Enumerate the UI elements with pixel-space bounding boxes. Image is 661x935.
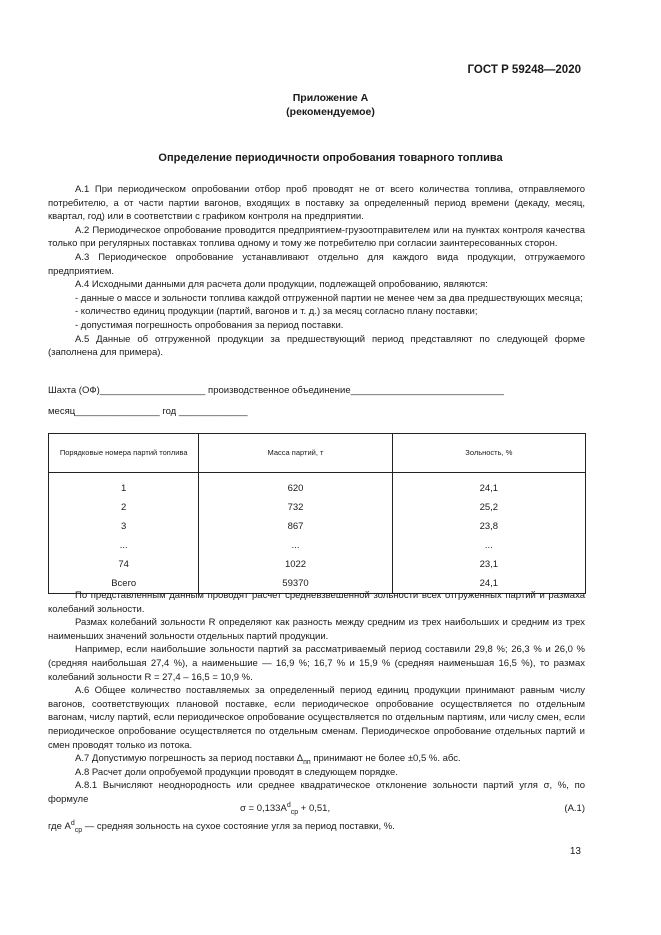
paragraph: Размах колебаний зольности R определяют как разность между средним из трех наибольших и средним из трех наименьших значений зольности отдельных партий продукции. xyxy=(48,617,585,642)
table-cell: ... xyxy=(199,536,392,555)
formula-left: σ = 0,133A xyxy=(240,803,287,814)
paragraph: А.5 Данные об отгруженной продукции за предшествующий период представляют по следующей форме (заполнена для примера). xyxy=(48,333,585,359)
a7-subscript: пп xyxy=(303,759,311,767)
formula-superscript: d xyxy=(286,801,291,809)
paragraph: А.1 При периодическом опробовании отбор проб проводят не от всего количества топлива, отправляемого потребителю, а от части партии вагонов, входящих в поставку за определенный период времени (декаду, месяц, квартал, год) или в соответствии с графиком контроля на предприятии. xyxy=(48,184,585,223)
table-cell: 732 xyxy=(199,498,392,517)
table-cell: 3 xyxy=(49,517,199,536)
table-cell: 23,1 xyxy=(392,555,585,574)
where-text-end: — средняя зольность на сухое состояние угля за период поставки, %. xyxy=(82,821,395,832)
table-row xyxy=(49,555,586,574)
a7-text-end: принимают не более ±0,5 %. абс. xyxy=(310,753,461,765)
where-text: где A xyxy=(48,821,71,832)
appendix-title: Приложение А xyxy=(292,92,369,104)
table-cell: 1 xyxy=(49,473,199,499)
where-subscript: ср xyxy=(74,826,83,834)
column-header: Зольность, % xyxy=(392,434,585,473)
formula-right: + 0,51, xyxy=(298,803,331,814)
paragraph: А.6 Общее количество поставляемых за определенный период единиц продукции принимают равным числу вагонов, соответствующих плановой поставке, если периодическое опробование осуществляется по отдельным вагонам, числу партий, если периодическое опробование осуществляется по отдельным партиям, или числу смен, если периодическое опробование осуществляется по отдельным сменам. Периодическое опробование отдельных партий и смен проводят только из потока. xyxy=(48,685,585,751)
table-row xyxy=(49,536,586,555)
table-cell: 2 xyxy=(49,498,199,517)
paragraph: А.4 Исходными данными для расчета доли продукции, подлежащей опробованию, являются: xyxy=(75,279,488,291)
table-cell: 1022 xyxy=(199,555,392,574)
table-cell: 24,1 xyxy=(392,574,585,594)
table-cell: 620 xyxy=(199,473,392,499)
paragraph: А.8.1 Вычисляют неоднородность или среднее квадратическое отклонение зольности партий угля σ, %, по формуле xyxy=(48,780,585,805)
table-row xyxy=(49,517,586,536)
table-cell: 867 xyxy=(199,517,392,536)
table-cell: 74 xyxy=(49,555,199,574)
list-item: - количество единиц продукции (партий, вагонов и т. д.) за месяц согласно плану поставки; xyxy=(75,306,478,318)
paragraph: А.2 Периодическое опробование проводится предприятием-грузоотправителем или на пунктах контроля качества только при регулярных поставках топлива одному и тому же потребителю при согласии заинтересованных сторон. xyxy=(48,224,585,250)
table-cell: 23,8 xyxy=(392,517,585,536)
table-cell: 59370 xyxy=(199,574,392,594)
table-cell: 25,2 xyxy=(392,498,585,517)
column-header: Порядковые номера партий топлива xyxy=(49,434,199,473)
a7-text: А.7 Допустимую погрешность за период поставки Δ xyxy=(75,753,304,765)
formula-number: (А.1) xyxy=(564,803,585,814)
section-title: Определение периодичности опробования товарного топлива xyxy=(158,152,503,164)
formula-a1 xyxy=(240,803,330,814)
table-cell: Всего xyxy=(49,574,199,594)
appendix-subtitle: (рекомендуемое) xyxy=(286,106,375,118)
page-number: 13 xyxy=(569,846,581,857)
paragraph: Например, если наибольшие зольности партий за рассматриваемый период составили 29,8 %; 26,3 % и 26,0 % (средняя наибольшая 27,4 %), а наименьшие — 16,9 %; 16,7 % и 15,9 % (средняя наименьшая 16,5 %), то размах колебаний зольности R = 27,4 – 16,5 = 10,9 %. xyxy=(48,644,585,683)
column-header: Масса партий, т xyxy=(199,434,392,473)
shipment-table xyxy=(48,433,586,594)
list-item: - допустимая погрешность опробования за период поставки. xyxy=(75,319,344,331)
table-cell: ... xyxy=(49,536,199,555)
table-header-row xyxy=(49,434,586,473)
list-item: - данные о массе и зольности топлива каждой отгруженной партии не менее чем за два предшествующих месяца; xyxy=(75,292,583,304)
table-cell: 24,1 xyxy=(392,473,585,499)
paragraph: А.3 Периодическое опробование устанавливают отдельно для каждого вида продукции, отгружаемого предприятием. xyxy=(48,251,585,277)
paragraph-a7 xyxy=(48,752,585,766)
where-superscript: d xyxy=(70,819,75,827)
standard-id: ГОСТ Р 59248—2020 xyxy=(467,64,581,76)
form-line-mine: Шахта (ОФ)____________________ производственное объединение_____________________________ xyxy=(48,385,504,396)
formula-where xyxy=(48,821,395,832)
paragraphs-top xyxy=(48,183,585,360)
table-cell: ... xyxy=(392,536,585,555)
paragraphs-bottom xyxy=(48,589,585,807)
table-row xyxy=(49,498,586,517)
table-row xyxy=(49,473,586,499)
paragraph: По представленным данным проводят расчет средневзвешенной зольности всех отгруженных партий и размаха колебаний зольности. xyxy=(48,590,585,615)
form-line-month: месяц________________ год _____________ xyxy=(48,406,248,417)
paragraph: А.8 Расчет доли опробуемой продукции проводят в следующем порядке. xyxy=(75,766,398,778)
formula-subscript: ср xyxy=(290,808,299,816)
